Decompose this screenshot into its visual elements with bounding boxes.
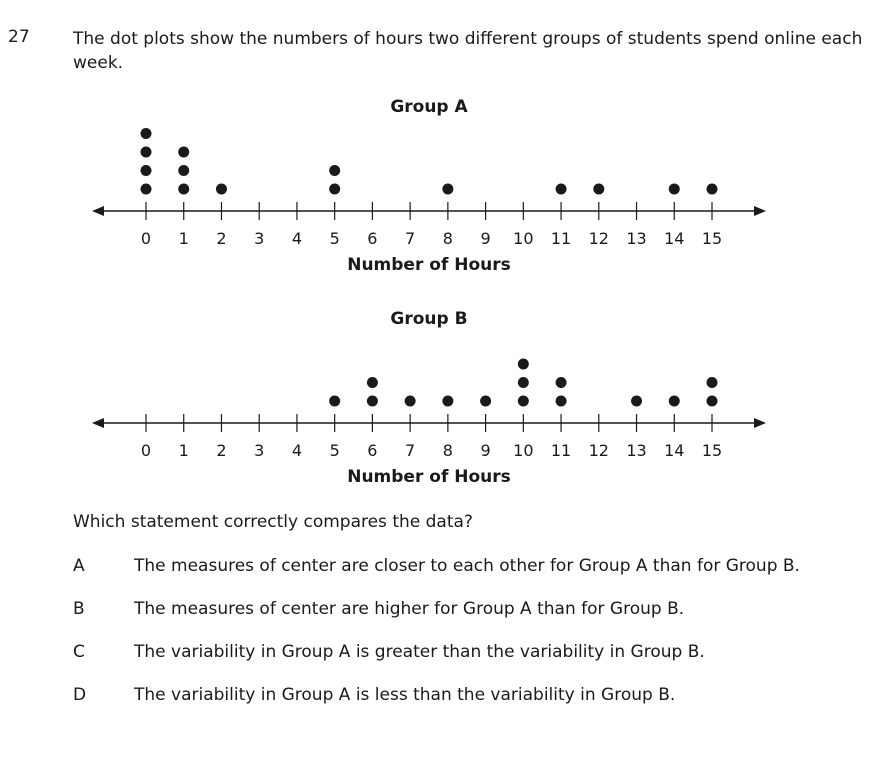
- data-dot: [556, 184, 567, 195]
- tick-label: 12: [588, 229, 609, 248]
- tick-label: 5: [329, 229, 340, 248]
- choice-text: The measures of center are higher for Group A than for Group B.: [134, 599, 685, 619]
- data-dot: [556, 396, 567, 407]
- data-dot: [216, 184, 227, 195]
- data-dot: [178, 165, 189, 176]
- tick-label: 1: [178, 441, 189, 460]
- data-dot: [518, 396, 529, 407]
- data-dot: [631, 396, 642, 407]
- tick-label: 12: [588, 441, 609, 460]
- data-dot: [329, 184, 340, 195]
- data-dot: [669, 396, 680, 407]
- tick-label: 0: [140, 441, 152, 460]
- choice-letter: D: [73, 685, 87, 705]
- left-arrow: [92, 418, 104, 428]
- choice-letter: C: [73, 642, 85, 662]
- tick-label: 15: [701, 229, 723, 248]
- data-dot: [518, 359, 529, 370]
- tick-label: 11: [550, 441, 572, 460]
- tick-label: 11: [550, 229, 572, 248]
- tick-label: 8: [442, 229, 453, 248]
- choice-text: The variability in Group A is greater than the variability in Group B.: [134, 642, 705, 662]
- tick-label: 10: [513, 229, 534, 248]
- question-number: 27: [8, 27, 30, 47]
- dot-plot-group-a: [0, 90, 873, 290]
- data-dot: [141, 165, 152, 176]
- tick-label: 8: [442, 441, 453, 460]
- tick-label: 3: [254, 229, 265, 248]
- data-dot: [707, 377, 718, 388]
- data-dot: [707, 184, 718, 195]
- data-dot: [593, 184, 604, 195]
- data-dot: [405, 396, 416, 407]
- right-arrow: [754, 418, 766, 428]
- left-arrow: [92, 206, 104, 216]
- tick-label: 0: [140, 229, 152, 248]
- data-dot: [141, 184, 152, 195]
- right-arrow: [754, 206, 766, 216]
- data-dot: [367, 377, 378, 388]
- data-dot: [329, 396, 340, 407]
- x-axis-label: Number of Hours: [347, 467, 511, 487]
- data-dot: [669, 184, 680, 195]
- dot-plot-group-b: [0, 302, 873, 502]
- tick-label: 9: [480, 441, 491, 460]
- tick-label: 5: [329, 441, 340, 460]
- chart-title: Group B: [390, 309, 468, 329]
- question-prompt: Which statement correctly compares the data?: [73, 512, 473, 532]
- tick-label: 1: [178, 229, 189, 248]
- tick-label: 7: [405, 441, 416, 460]
- tick-label: 6: [367, 441, 378, 460]
- tick-label: 4: [291, 229, 303, 248]
- answer-choice-a[interactable]: [73, 556, 800, 576]
- tick-label: 13: [626, 441, 647, 460]
- tick-label: 7: [405, 229, 416, 248]
- data-dot: [480, 396, 491, 407]
- x-axis-label: Number of Hours: [347, 255, 511, 275]
- answer-choice-b[interactable]: [73, 599, 684, 619]
- data-dot: [367, 396, 378, 407]
- data-dot: [556, 377, 567, 388]
- tick-label: 14: [664, 229, 685, 248]
- answer-choice-d[interactable]: [73, 685, 675, 705]
- data-dot: [707, 396, 718, 407]
- data-dot: [442, 396, 453, 407]
- data-dot: [442, 184, 453, 195]
- answer-choice-c[interactable]: [73, 642, 705, 662]
- choice-text: The measures of center are closer to each other for Group A than for Group B.: [134, 556, 800, 576]
- choice-letter: B: [73, 599, 85, 619]
- chart-title: Group A: [390, 97, 468, 117]
- data-dot: [329, 165, 340, 176]
- data-dot: [141, 128, 152, 139]
- tick-label: 2: [216, 229, 227, 248]
- tick-label: 15: [701, 441, 723, 460]
- data-dot: [518, 377, 529, 388]
- tick-label: 4: [291, 441, 303, 460]
- tick-label: 13: [626, 229, 647, 248]
- tick-label: 14: [664, 441, 685, 460]
- question-stem: The dot plots show the numbers of hours two different groups of students spend online each week.: [73, 29, 863, 73]
- tick-label: 6: [367, 229, 378, 248]
- tick-label: 3: [254, 441, 265, 460]
- tick-label: 10: [513, 441, 534, 460]
- choice-text: The variability in Group A is less than the variability in Group B.: [134, 685, 676, 705]
- tick-label: 9: [480, 229, 491, 248]
- choice-letter: A: [73, 556, 85, 576]
- data-dot: [141, 147, 152, 158]
- data-dot: [178, 184, 189, 195]
- tick-label: 2: [216, 441, 227, 460]
- data-dot: [178, 147, 189, 158]
